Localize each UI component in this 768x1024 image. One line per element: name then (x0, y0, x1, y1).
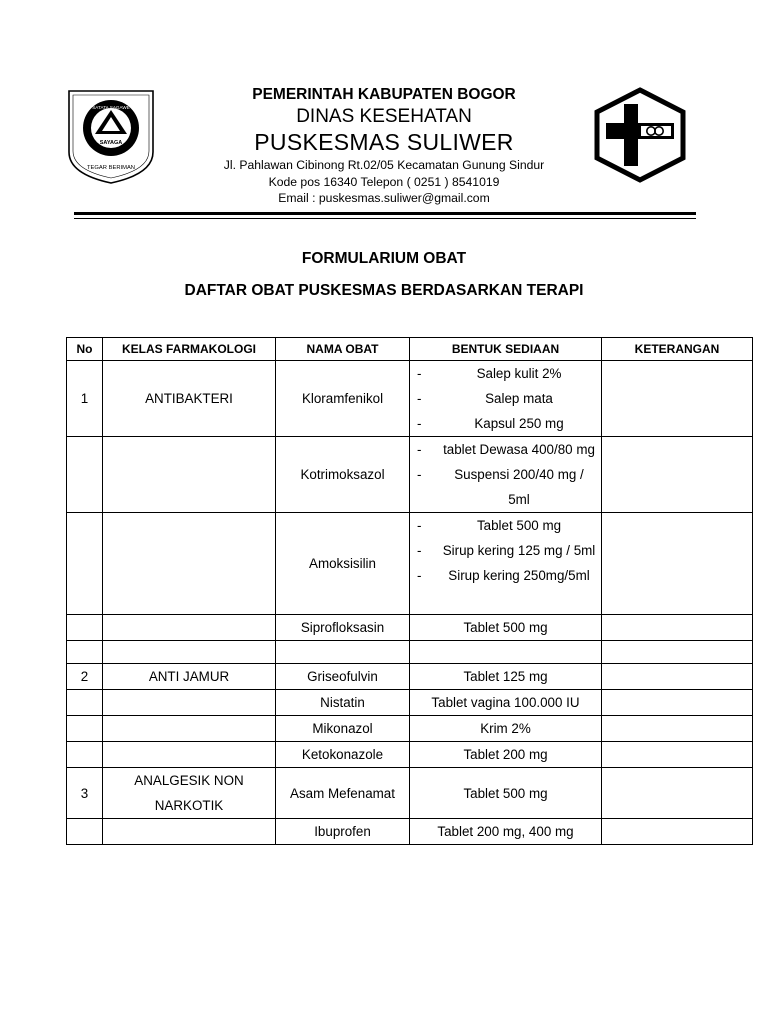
table-body (67, 361, 753, 845)
bogor-regency-emblem-icon (66, 88, 156, 186)
table-row (67, 641, 753, 664)
cell-nama: Kloramfenikol (276, 361, 410, 437)
cell-no (67, 716, 103, 742)
cell-no (67, 437, 103, 513)
cell-no (67, 690, 103, 716)
cell-sediaan (410, 513, 602, 615)
cell-sediaan: Tablet 500 mg (410, 768, 602, 819)
cell-kelas (103, 742, 276, 768)
cell-kelas: ANTIBAKTERI (103, 361, 276, 437)
dosage-item: - Salep mata (415, 386, 596, 411)
cell-kelas (103, 641, 276, 664)
table-row (67, 361, 753, 437)
cell-no: 2 (67, 664, 103, 690)
cell-sediaan: Tablet 125 mg (410, 664, 602, 690)
cell-nama: Nistatin (276, 690, 410, 716)
cell-no (67, 615, 103, 641)
cell-keterangan (602, 716, 753, 742)
cell-sediaan: Tablet vagina 100.000 IU (410, 690, 602, 716)
col-header-nama: NAMA OBAT (276, 338, 410, 361)
department-name: DINAS KESEHATAN (296, 106, 472, 127)
letterhead-text (170, 84, 598, 206)
dosage-item: - Sirup kering 125 mg / 5ml (415, 538, 596, 563)
postal-phone: Kode pos 16340 Telepon ( 0251 ) 8541019 (268, 175, 500, 189)
cell-nama: Siprofloksasin (276, 615, 410, 641)
cell-nama: Ketokonazole (276, 742, 410, 768)
dosage-item: - Suspensi 200/40 mg / 5ml (415, 462, 596, 512)
document-title: FORMULARIUM OBAT (301, 250, 467, 267)
cell-no (67, 819, 103, 845)
emblem-motto-bottom: TEGAR BERIMAN (87, 165, 135, 171)
table-row (67, 819, 753, 845)
cell-kelas (103, 615, 276, 641)
cell-kelas: ANALGESIK NON NARKOTIK (103, 768, 276, 819)
col-header-no: No (67, 338, 103, 361)
cell-sediaan: Tablet 200 mg (410, 742, 602, 768)
table-row (67, 742, 753, 768)
cell-no (67, 641, 103, 664)
cell-kelas (103, 437, 276, 513)
cell-keterangan (602, 664, 753, 690)
table-row (67, 615, 753, 641)
drug-table (66, 337, 753, 845)
cell-kelas (103, 690, 276, 716)
cell-keterangan (602, 742, 753, 768)
table-row (67, 437, 753, 513)
cell-kelas (103, 716, 276, 742)
table-header (67, 338, 753, 361)
cell-no (67, 513, 103, 615)
cell-sediaan: Tablet 500 mg (410, 615, 602, 641)
col-header-keterangan: KETERANGAN (602, 338, 753, 361)
cell-kelas (103, 513, 276, 615)
cell-nama: Ibuprofen (276, 819, 410, 845)
cell-sediaan: Tablet 200 mg, 400 mg (410, 819, 602, 845)
col-header-kelas: KELAS FARMAKOLOGI (103, 338, 276, 361)
table-row (67, 768, 753, 819)
cell-keterangan (602, 437, 753, 513)
col-header-sediaan: BENTUK SEDIAAN (410, 338, 602, 361)
letterhead-rule-thick (74, 212, 696, 215)
dosage-item: - Kapsul 250 mg (415, 411, 596, 436)
cell-keterangan (602, 819, 753, 845)
cell-nama: Amoksisilin (276, 513, 410, 615)
emblem-motto-top: SATATA SAGAWE (92, 105, 130, 110)
cell-no (67, 742, 103, 768)
dosage-list (415, 361, 596, 436)
cell-keterangan (602, 690, 753, 716)
dosage-list (415, 437, 596, 512)
cell-nama: Asam Mefenamat (276, 768, 410, 819)
cell-keterangan (602, 361, 753, 437)
cell-sediaan (410, 361, 602, 437)
dosage-item: - Sirup kering 250mg/5ml (415, 563, 596, 588)
letterhead-rule-thin (74, 218, 696, 219)
table-row (67, 716, 753, 742)
cell-nama: Griseofulvin (276, 664, 410, 690)
cell-sediaan (410, 641, 602, 664)
email: Email : puskesmas.suliwer@gmail.com (278, 191, 490, 205)
cell-keterangan (602, 513, 753, 615)
dosage-list (415, 513, 596, 588)
cell-nama: Kotrimoksazol (276, 437, 410, 513)
dosage-item: - Salep kulit 2% (415, 361, 596, 386)
cell-nama (276, 641, 410, 664)
cell-keterangan (602, 641, 753, 664)
address: Jl. Pahlawan Cibinong Rt.02/05 Kecamatan Gunung Sindur (223, 158, 545, 172)
cell-sediaan (410, 437, 602, 513)
puskesmas-logo-icon (593, 86, 687, 184)
table-row (67, 513, 753, 615)
table-row (67, 664, 753, 690)
letterhead (0, 0, 768, 230)
cell-no: 3 (67, 768, 103, 819)
cell-keterangan (602, 615, 753, 641)
table-header-row (67, 338, 753, 361)
cell-keterangan (602, 768, 753, 819)
cell-sediaan: Krim 2% (410, 716, 602, 742)
dosage-item: - Tablet 500 mg (415, 513, 596, 538)
emblem-motto-mid: SAYAGA (99, 140, 123, 146)
cell-kelas (103, 819, 276, 845)
dosage-item: - tablet Dewasa 400/80 mg (415, 437, 596, 462)
cell-nama: Mikonazol (276, 716, 410, 742)
puskesmas-name: PUSKESMAS SULIWER (254, 129, 514, 155)
table-row (67, 690, 753, 716)
government-name: PEMERINTAH KABUPATEN BOGOR (252, 86, 516, 103)
cell-kelas: ANTI JAMUR (103, 664, 276, 690)
document-subtitle: DAFTAR OBAT PUSKESMAS BERDASARKAN TERAPI (184, 282, 584, 299)
cell-no: 1 (67, 361, 103, 437)
